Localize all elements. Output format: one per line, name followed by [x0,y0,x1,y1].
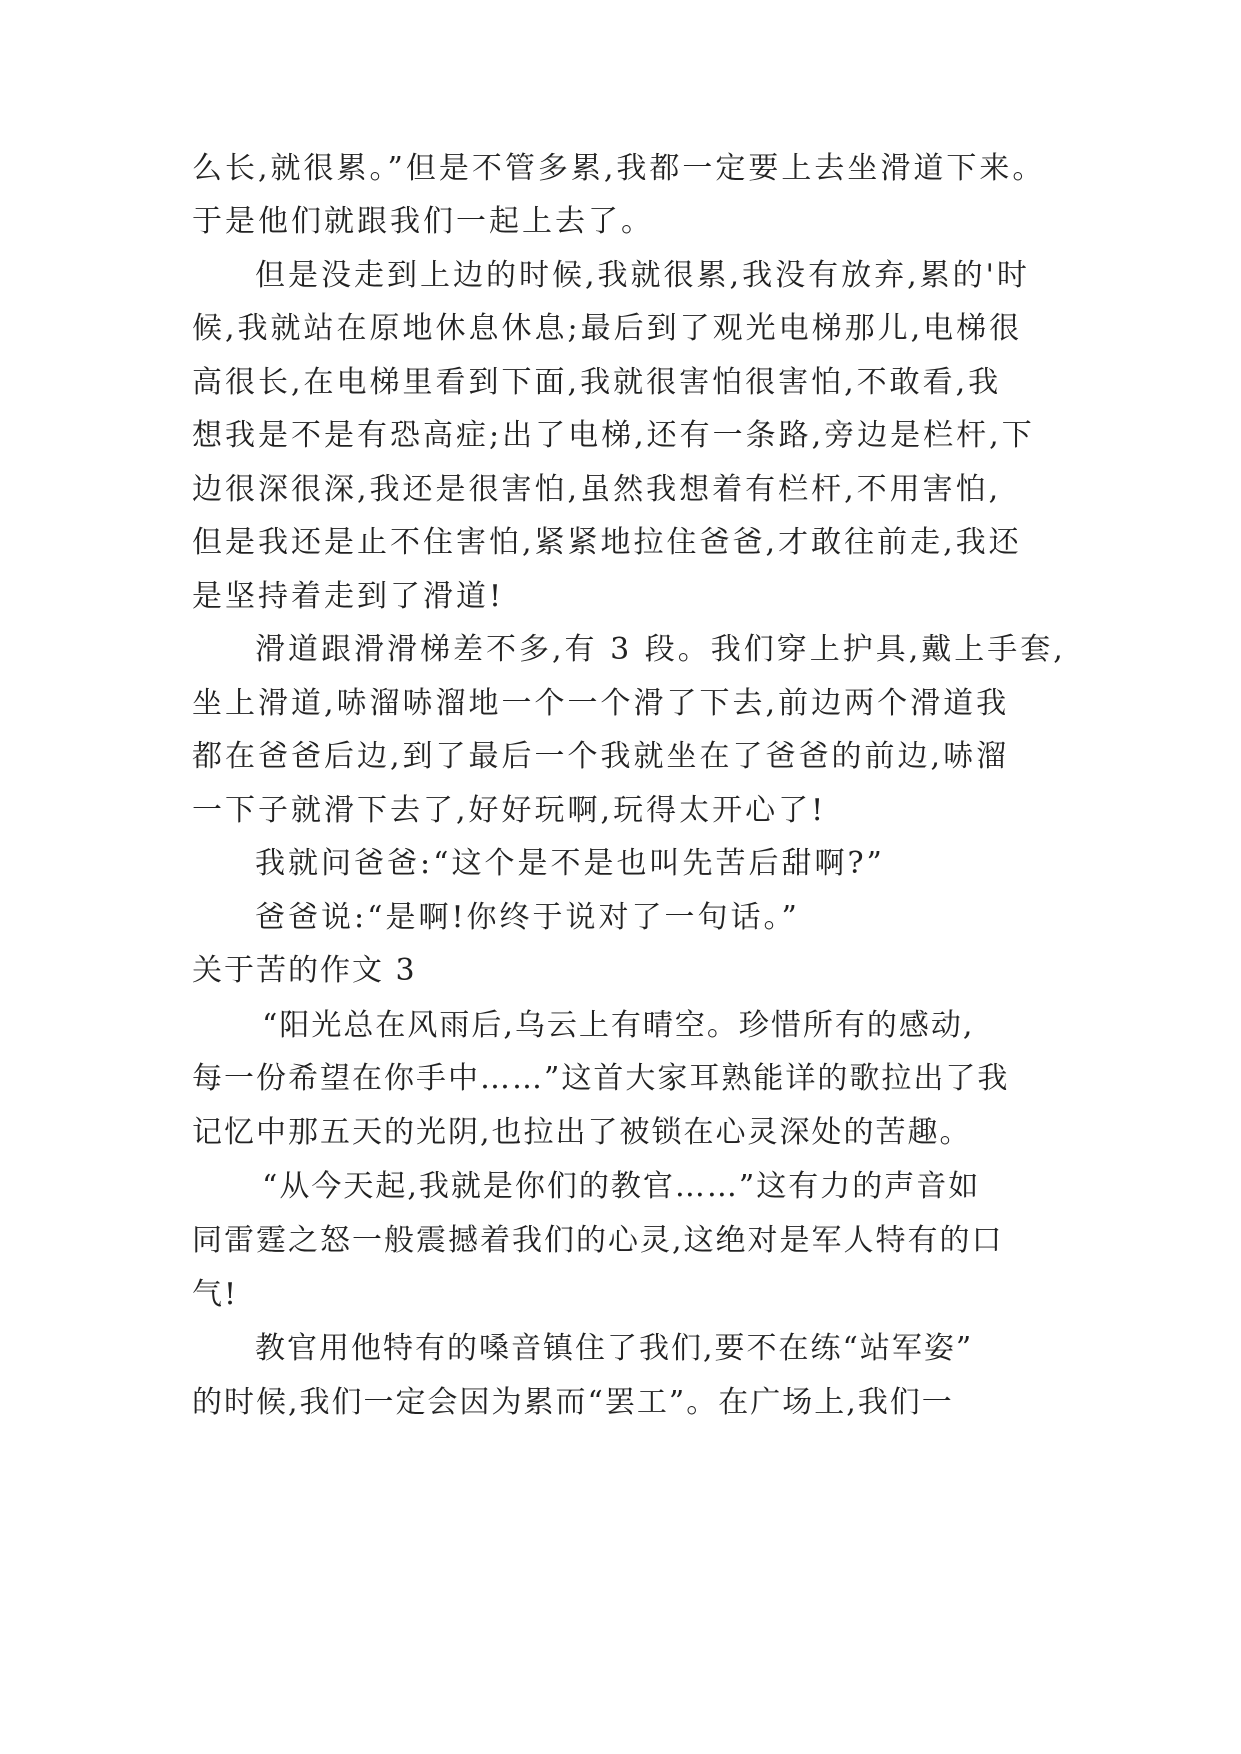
paragraph-line: 都在爸爸后边,到了最后一个我就坐在了爸爸的前边,哧溜 [192,739,1010,774]
paragraph-line: 是坚持着走到了滑道! [192,579,505,614]
section-heading: 关于苦的作文 3 [192,953,417,988]
paragraph-line: 但是没走到上边的时候,我就很累,我没有放弃,累的'时 [255,258,1030,293]
paragraph-line: “阳光总在风雨后,乌云上有晴空。珍惜所有的感动, [262,1008,975,1043]
paragraph-line: 教官用他特有的嗓音镇住了我们,要不在练“站军姿” [255,1331,974,1366]
paragraph-line: 滑道跟滑滑梯差不多,有 3 段。我们穿上护具,戴上手套, [255,632,1066,667]
dialogue-line: 爸爸说:“是啊!你终于说对了一句话。” [255,900,800,935]
paragraph-line: 高很长,在电梯里看到下面,我就很害怕很害怕,不敢看,我 [192,365,1002,400]
paragraph-line: 坐上滑道,哧溜哧溜地一个一个滑了下去,前边两个滑道我 [192,686,1010,721]
paragraph-line: 但是我还是止不住害怕,紧紧地拉住爸爸,才敢往前走,我还 [192,525,1022,560]
paragraph-line: 记忆中那五天的光阴,也拉出了被锁在心灵深处的苦趣。 [192,1115,972,1150]
dialogue-line: 我就问爸爸:“这个是不是也叫先苦后甜啊?” [255,846,885,881]
paragraph-line: 气! [192,1277,239,1312]
paragraph-line: “从今天起,我就是你们的教官……”这有力的声音如 [262,1169,981,1204]
paragraph-line: 一下子就滑下去了,好好玩啊,玩得太开心了! [192,793,827,828]
paragraph-line: 同雷霆之怒一般震撼着我们的心灵,这绝对是军人特有的口 [192,1223,1004,1258]
paragraph-line: 的时候,我们一定会因为累而“罢工”。在广场上,我们一 [192,1385,954,1420]
paragraph-line: 每一份希望在你手中……”这首大家耳熟能详的歌拉出了我 [192,1061,1010,1096]
paragraph-line: 么长,就很累。”但是不管多累,我都一定要上去坐滑道下来。 [192,151,1046,186]
paragraph-line: 于是他们就跟我们一起上去了。 [192,204,654,239]
paragraph-line: 想我是不是有恐高症;出了电梯,还有一条路,旁边是栏杆,下 [192,418,1035,453]
paragraph-line: 候,我就站在原地休息休息;最后到了观光电梯那儿,电梯很 [192,311,1023,346]
paragraph-line: 边很深很深,我还是很害怕,虽然我想着有栏杆,不用害怕, [192,472,1002,507]
